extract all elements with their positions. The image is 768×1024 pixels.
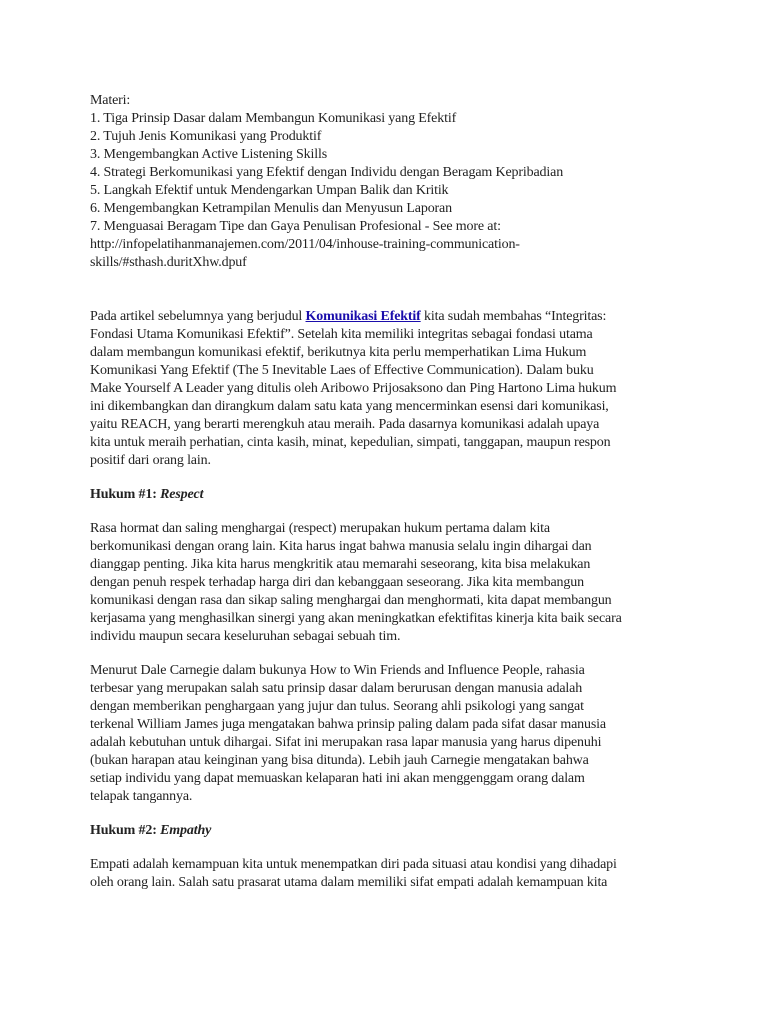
hukum1-title: Respect xyxy=(160,487,204,502)
spacer xyxy=(90,840,690,856)
paragraph-line: Rasa hormat dan saling menghargai (respect) merupakan hukum pertama dalam kita xyxy=(90,521,550,536)
paragraph-line: terbesar yang merupakan salah satu prinsip dasar dalam berurusan dengan manusia adalah xyxy=(90,681,583,696)
intro-line: Fondasi Utama Komunikasi Efektif”. Setelah kita memiliki integritas sebagai fondasi utama xyxy=(90,327,593,342)
paragraph-line: dengan penuh respek terhadap harga diri dan kebanggaan seseorang. Jika kita membangun xyxy=(90,575,584,590)
intro-first-line-suffix: kita sudah membahas “Integritas: xyxy=(420,309,607,324)
materi-item: 6. Mengembangkan Ketrampilan Menulis dan Menyusun Laporan xyxy=(90,201,452,216)
materi-label: Materi: xyxy=(90,93,131,108)
intro-prefix: Pada artikel sebelumnya yang berjudul xyxy=(90,309,306,324)
paragraph-line: kerjasama yang menghasilkan sinergi yang akan meningkatkan efektifitas kinerja kita baik secara xyxy=(90,611,622,626)
materi-item: 5. Langkah Efektif untuk Mendengarkan Umpan Balik dan Kritik xyxy=(90,183,449,198)
paragraph-line: oleh orang lain. Salah satu prasarat utama dalam memiliki sifat empati adalah kemampuan kita xyxy=(90,875,608,890)
hukum1-paragraph-2 xyxy=(90,662,690,806)
paragraph-line: dengan memberikan penghargaan yang jujur dan tulus. Seorang ahli psikologi yang sangat xyxy=(90,699,584,714)
hukum1-label: Hukum #1: xyxy=(90,487,161,502)
intro-line: positif dari orang lain. xyxy=(90,453,211,468)
hukum1-heading xyxy=(90,486,690,504)
materi-item: 7. Menguasai Beragam Tipe dan Gaya Penulisan Profesional - See more at: xyxy=(90,219,501,234)
intro-line: yaitu REACH, yang berarti merengkuh atau meraih. Pada dasarnya komunikasi adalah upaya xyxy=(90,417,600,432)
intro-line: dalam membangun komunikasi efektif, berikutnya kita perlu memperhatikan Lima Hukum xyxy=(90,345,587,360)
intro-line: ini dikembangkan dan dirangkum dalam satu kata yang mencerminkan esensi dari komunikasi, xyxy=(90,399,609,414)
document-body xyxy=(90,92,690,892)
hukum1-paragraph-1 xyxy=(90,520,690,646)
intro-line: Make Yourself A Leader yang ditulis oleh Aribowo Prijosaksono dan Ping Hartono Lima hukum xyxy=(90,381,617,396)
source-url-line: http://infopelatihanmanajemen.com/2011/04/inhouse-training-communication- xyxy=(90,237,520,252)
intro-paragraph xyxy=(90,308,690,470)
paragraph-line: terkenal William James juga mengatakan bahwa prinsip paling dalam pada sifat dasar manusia xyxy=(90,717,606,732)
paragraph-line: telapak tangannya. xyxy=(90,789,193,804)
paragraph-line: komunikasi dengan rasa dan sikap saling menghargai dan menghormati, kita dapat membangun xyxy=(90,593,612,608)
hukum2-label: Hukum #2: xyxy=(90,823,161,838)
paragraph-line: individu maupun secara keseluruhan sebagai sebuah tim. xyxy=(90,629,401,644)
hukum2-paragraph-1 xyxy=(90,856,690,892)
source-url-line: skills/#sthash.duritXhw.dpuf xyxy=(90,255,247,270)
spacer xyxy=(90,272,690,308)
intro-line: kita untuk meraih perhatian, cinta kasih, minat, kepedulian, simpati, tanggapan, maupun respon xyxy=(90,435,611,450)
komunikasi-efektif-link[interactable]: Komunikasi Efektif xyxy=(305,309,421,324)
intro-first-line xyxy=(90,308,690,326)
hukum2-heading xyxy=(90,822,690,840)
paragraph-line: berkomunikasi dengan orang lain. Kita harus ingat bahwa manusia selalu ingin dihargai dan xyxy=(90,539,592,554)
intro-line: Komunikasi Yang Efektif (The 5 Inevitable Laes of Effective Communication). Dalam buku xyxy=(90,363,594,378)
materi-section xyxy=(90,92,690,272)
materi-item: 3. Mengembangkan Active Listening Skills xyxy=(90,147,328,162)
spacer xyxy=(90,806,690,822)
spacer xyxy=(90,504,690,520)
paragraph-line: Empati adalah kemampuan kita untuk menempatkan diri pada situasi atau kondisi yang dihadapi xyxy=(90,857,617,872)
paragraph-line: Menurut Dale Carnegie dalam bukunya How to Win Friends and Influence People, rahasia xyxy=(90,663,585,678)
materi-item: 4. Strategi Berkomunikasi yang Efektif dengan Individu dengan Beragam Kepribadian xyxy=(90,165,564,180)
spacer xyxy=(90,646,690,662)
hukum2-title: Empathy xyxy=(160,823,212,838)
paragraph-line: adalah kebutuhan untuk dihargai. Sifat ini merupakan rasa lapar manusia yang harus dipenuhi xyxy=(90,735,602,750)
spacer xyxy=(90,470,690,486)
materi-item: 1. Tiga Prinsip Dasar dalam Membangun Komunikasi yang Efektif xyxy=(90,111,457,126)
paragraph-line: setiap individu yang dapat memuaskan kelaparan hati ini akan menggenggam orang dalam xyxy=(90,771,585,786)
materi-item: 2. Tujuh Jenis Komunikasi yang Produktif xyxy=(90,129,322,144)
paragraph-line: dianggap penting. Jika kita harus mengkritik atau memarahi seseorang, kita bisa melakukan xyxy=(90,557,591,572)
paragraph-line: (bukan harapan atau keinginan yang bisa ditunda). Lebih jauh Carnegie mengatakan bahwa xyxy=(90,753,589,768)
